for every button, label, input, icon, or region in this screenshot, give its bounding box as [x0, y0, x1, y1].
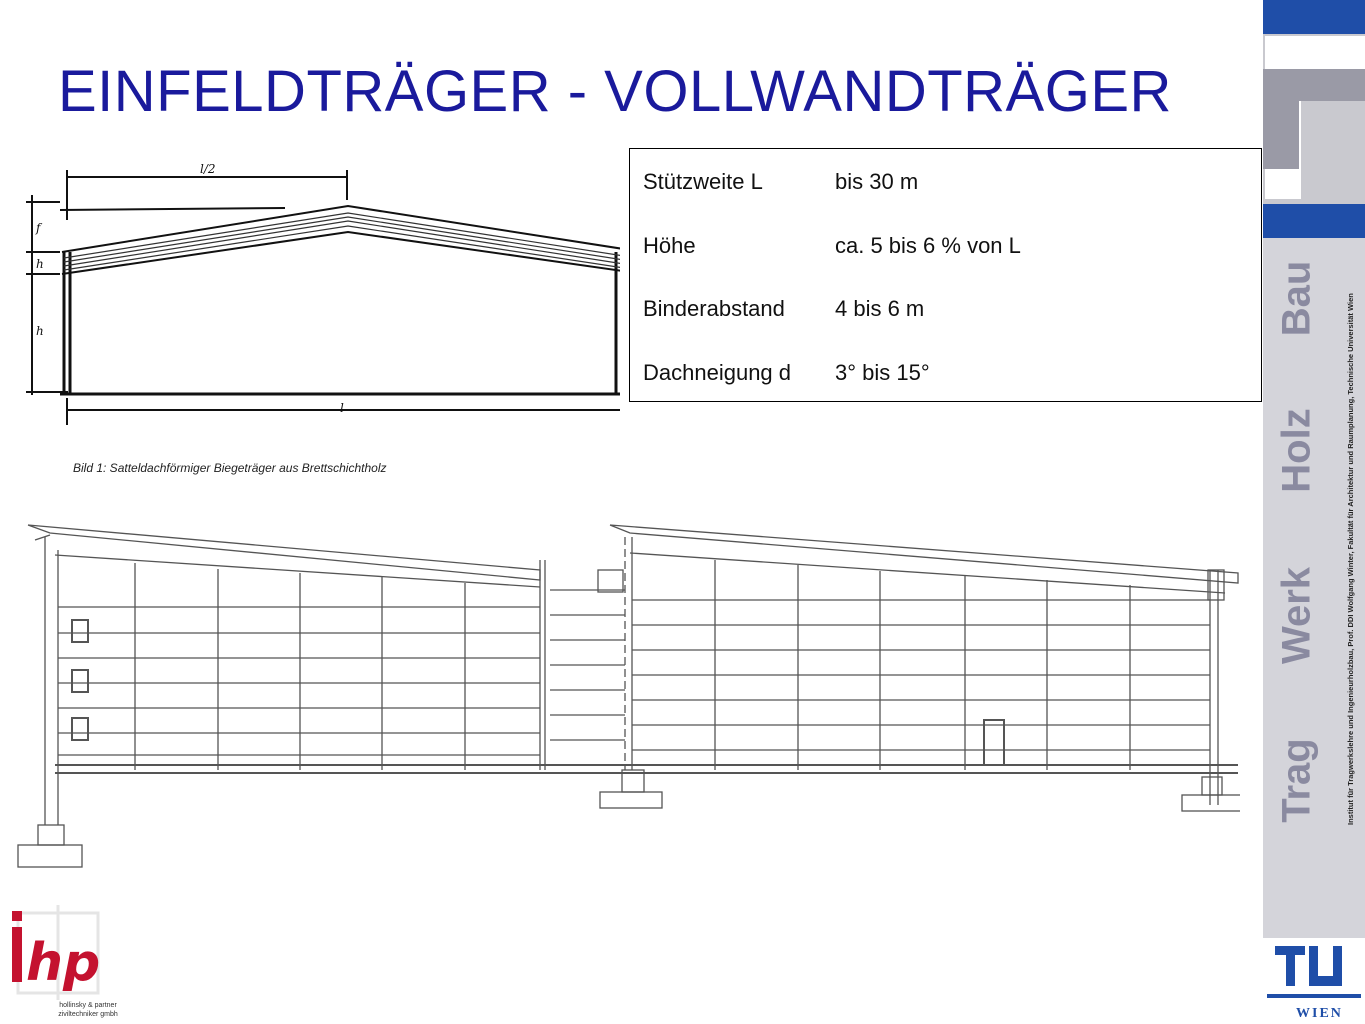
institute-text: Institut für Tragwerkslehre und Ingenieurholzbau, Prof. DDI Wolfgang Winter, Fakultät für Architektur und Raumplanung, Technische Universität Wien [1346, 293, 1355, 825]
spec-value: bis 30 m [835, 169, 919, 194]
sidebar-word-werk: Werk [1274, 566, 1319, 665]
span-label: l [340, 401, 344, 415]
spec-label: Binderabstand [643, 296, 785, 321]
spec-value: ca. 5 bis 6 % von L [835, 233, 1021, 258]
spec-value: 3° bis 15° [835, 360, 930, 385]
figure-caption: Bild 1: Satteldachförmiger Biegeträger aus Brettschichtholz [73, 461, 387, 475]
spec-value: 4 bis 6 m [835, 296, 925, 321]
logo-line-1: hollinsky & partner [59, 1002, 117, 1009]
beam-height-label: h [36, 257, 44, 271]
gable-beam-drawing [20, 140, 620, 430]
spec-label: Dachneigung d [643, 360, 792, 385]
sidebar-word-bau: Bau [1274, 260, 1319, 337]
logo-line-2: ziviltechniker gmbh [58, 1011, 118, 1018]
half-span-label: l/2 [200, 162, 216, 176]
spec-label: Höhe [643, 233, 696, 258]
column-height-label: h [36, 324, 44, 338]
sidebar-word-trag: Trag [1274, 738, 1319, 823]
tu-wien-label: WIEN [1296, 1006, 1343, 1021]
ihp-logo [8, 905, 108, 1005]
sidebar-word-holz: Holz [1274, 408, 1319, 493]
page-title: EINFELDTRÄGER - VOLLWANDTRÄGER [58, 59, 1172, 124]
svg-text:hp: hp [26, 933, 101, 993]
spec-table [629, 148, 1262, 402]
rise-label: f [36, 221, 41, 235]
spec-label: Stützweite L [643, 169, 763, 194]
hall-elevation-drawing [10, 515, 1240, 875]
